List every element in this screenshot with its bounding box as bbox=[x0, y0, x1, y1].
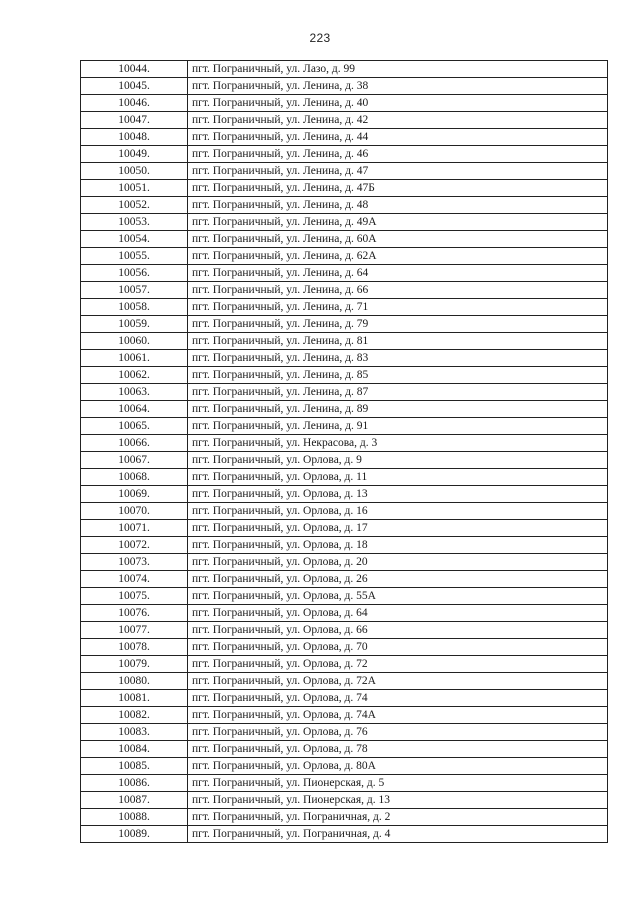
address-cell: пгт. Пограничный, ул. Орлова, д. 64 bbox=[188, 605, 608, 622]
table-row bbox=[81, 163, 608, 180]
row-number-cell: 10051. bbox=[81, 180, 188, 197]
table-row bbox=[81, 707, 608, 724]
row-number-cell: 10044. bbox=[81, 61, 188, 78]
address-cell: пгт. Пограничный, ул. Орлова, д. 66 bbox=[188, 622, 608, 639]
address-cell: пгт. Пограничный, ул. Орлова, д. 13 bbox=[188, 486, 608, 503]
table-row bbox=[81, 333, 608, 350]
row-number-cell: 10045. bbox=[81, 78, 188, 95]
address-cell: пгт. Пограничный, ул. Ленина, д. 79 bbox=[188, 316, 608, 333]
row-number-cell: 10072. bbox=[81, 537, 188, 554]
row-number-cell: 10073. bbox=[81, 554, 188, 571]
address-cell: пгт. Пограничный, ул. Лазо, д. 99 bbox=[188, 61, 608, 78]
row-number-cell: 10085. bbox=[81, 758, 188, 775]
table-row bbox=[81, 214, 608, 231]
address-table bbox=[80, 60, 608, 843]
address-cell: пгт. Пограничный, ул. Ленина, д. 49А bbox=[188, 214, 608, 231]
row-number-cell: 10089. bbox=[81, 826, 188, 843]
address-cell: пгт. Пограничный, ул. Орлова, д. 76 bbox=[188, 724, 608, 741]
row-number-cell: 10065. bbox=[81, 418, 188, 435]
address-cell: пгт. Пограничный, ул. Ленина, д. 89 bbox=[188, 401, 608, 418]
table-row bbox=[81, 180, 608, 197]
address-cell: пгт. Пограничный, ул. Ленина, д. 87 bbox=[188, 384, 608, 401]
table-row bbox=[81, 741, 608, 758]
address-cell: пгт. Пограничный, ул. Орлова, д. 17 bbox=[188, 520, 608, 537]
row-number-cell: 10087. bbox=[81, 792, 188, 809]
address-cell: пгт. Пограничный, ул. Орлова, д. 74А bbox=[188, 707, 608, 724]
address-cell: пгт. Пограничный, ул. Орлова, д. 80А bbox=[188, 758, 608, 775]
row-number-cell: 10061. bbox=[81, 350, 188, 367]
table-row bbox=[81, 503, 608, 520]
row-number-cell: 10060. bbox=[81, 333, 188, 350]
row-number-cell: 10059. bbox=[81, 316, 188, 333]
table-row bbox=[81, 129, 608, 146]
table-row bbox=[81, 265, 608, 282]
address-cell: пгт. Пограничный, ул. Ленина, д. 48 bbox=[188, 197, 608, 214]
row-number-cell: 10066. bbox=[81, 435, 188, 452]
address-cell: пгт. Пограничный, ул. Пограничная, д. 4 bbox=[188, 826, 608, 843]
table-row bbox=[81, 571, 608, 588]
address-cell: пгт. Пограничный, ул. Ленина, д. 64 bbox=[188, 265, 608, 282]
address-cell: пгт. Пограничный, ул. Ленина, д. 91 bbox=[188, 418, 608, 435]
address-cell: пгт. Пограничный, ул. Орлова, д. 74 bbox=[188, 690, 608, 707]
table-row bbox=[81, 350, 608, 367]
row-number-cell: 10055. bbox=[81, 248, 188, 265]
row-number-cell: 10053. bbox=[81, 214, 188, 231]
address-cell: пгт. Пограничный, ул. Некрасова, д. 3 bbox=[188, 435, 608, 452]
row-number-cell: 10063. bbox=[81, 384, 188, 401]
address-cell: пгт. Пограничный, ул. Ленина, д. 40 bbox=[188, 95, 608, 112]
table-row bbox=[81, 435, 608, 452]
table-row bbox=[81, 520, 608, 537]
table-row bbox=[81, 95, 608, 112]
row-number-cell: 10084. bbox=[81, 741, 188, 758]
table-row bbox=[81, 605, 608, 622]
address-cell: пгт. Пограничный, ул. Пионерская, д. 5 bbox=[188, 775, 608, 792]
address-cell: пгт. Пограничный, ул. Ленина, д. 44 bbox=[188, 129, 608, 146]
row-number-cell: 10086. bbox=[81, 775, 188, 792]
address-cell: пгт. Пограничный, ул. Ленина, д. 47 bbox=[188, 163, 608, 180]
row-number-cell: 10070. bbox=[81, 503, 188, 520]
table-row bbox=[81, 78, 608, 95]
address-cell: пгт. Пограничный, ул. Орлова, д. 78 bbox=[188, 741, 608, 758]
table-row bbox=[81, 61, 608, 78]
row-number-cell: 10064. bbox=[81, 401, 188, 418]
table-row bbox=[81, 452, 608, 469]
row-number-cell: 10074. bbox=[81, 571, 188, 588]
row-number-cell: 10075. bbox=[81, 588, 188, 605]
row-number-cell: 10056. bbox=[81, 265, 188, 282]
table-row bbox=[81, 146, 608, 163]
row-number-cell: 10057. bbox=[81, 282, 188, 299]
row-number-cell: 10054. bbox=[81, 231, 188, 248]
address-cell: пгт. Пограничный, ул. Орлова, д. 11 bbox=[188, 469, 608, 486]
table-row bbox=[81, 724, 608, 741]
address-cell: пгт. Пограничный, ул. Ленина, д. 42 bbox=[188, 112, 608, 129]
table-row bbox=[81, 537, 608, 554]
address-cell: пгт. Пограничный, ул. Орлова, д. 70 bbox=[188, 639, 608, 656]
address-cell: пгт. Пограничный, ул. Ленина, д. 47Б bbox=[188, 180, 608, 197]
address-cell: пгт. Пограничный, ул. Орлова, д. 72А bbox=[188, 673, 608, 690]
table-row bbox=[81, 588, 608, 605]
table-row bbox=[81, 554, 608, 571]
address-cell: пгт. Пограничный, ул. Орлова, д. 26 bbox=[188, 571, 608, 588]
table-row bbox=[81, 299, 608, 316]
page-number: 223 bbox=[309, 31, 331, 45]
row-number-cell: 10067. bbox=[81, 452, 188, 469]
address-cell: пгт. Пограничный, ул. Орлова, д. 16 bbox=[188, 503, 608, 520]
address-cell: пгт. Пограничный, ул. Ленина, д. 85 bbox=[188, 367, 608, 384]
address-cell: пгт. Пограничный, ул. Пограничная, д. 2 bbox=[188, 809, 608, 826]
address-cell: пгт. Пограничный, ул. Ленина, д. 71 bbox=[188, 299, 608, 316]
address-cell: пгт. Пограничный, ул. Ленина, д. 81 bbox=[188, 333, 608, 350]
row-number-cell: 10058. bbox=[81, 299, 188, 316]
address-cell: пгт. Пограничный, ул. Ленина, д. 62А bbox=[188, 248, 608, 265]
row-number-cell: 10078. bbox=[81, 639, 188, 656]
table-row bbox=[81, 639, 608, 656]
address-cell: пгт. Пограничный, ул. Орлова, д. 9 bbox=[188, 452, 608, 469]
row-number-cell: 10048. bbox=[81, 129, 188, 146]
row-number-cell: 10052. bbox=[81, 197, 188, 214]
row-number-cell: 10046. bbox=[81, 95, 188, 112]
row-number-cell: 10076. bbox=[81, 605, 188, 622]
table-row bbox=[81, 248, 608, 265]
table-row bbox=[81, 673, 608, 690]
row-number-cell: 10047. bbox=[81, 112, 188, 129]
address-cell: пгт. Пограничный, ул. Ленина, д. 83 bbox=[188, 350, 608, 367]
row-number-cell: 10079. bbox=[81, 656, 188, 673]
address-cell: пгт. Пограничный, ул. Ленина, д. 38 bbox=[188, 78, 608, 95]
row-number-cell: 10088. bbox=[81, 809, 188, 826]
table-row bbox=[81, 418, 608, 435]
address-cell: пгт. Пограничный, ул. Орлова, д. 55А bbox=[188, 588, 608, 605]
row-number-cell: 10049. bbox=[81, 146, 188, 163]
table-row bbox=[81, 622, 608, 639]
row-number-cell: 10071. bbox=[81, 520, 188, 537]
address-cell: пгт. Пограничный, ул. Ленина, д. 66 bbox=[188, 282, 608, 299]
table-row bbox=[81, 231, 608, 248]
row-number-cell: 10081. bbox=[81, 690, 188, 707]
address-cell: пгт. Пограничный, ул. Орлова, д. 18 bbox=[188, 537, 608, 554]
address-cell: пгт. Пограничный, ул. Орлова, д. 20 bbox=[188, 554, 608, 571]
table-row bbox=[81, 469, 608, 486]
row-number-cell: 10068. bbox=[81, 469, 188, 486]
table-row bbox=[81, 792, 608, 809]
address-cell: пгт. Пограничный, ул. Орлова, д. 72 bbox=[188, 656, 608, 673]
table-row bbox=[81, 384, 608, 401]
table-row bbox=[81, 316, 608, 333]
table-row bbox=[81, 112, 608, 129]
row-number-cell: 10082. bbox=[81, 707, 188, 724]
table-row bbox=[81, 758, 608, 775]
row-number-cell: 10062. bbox=[81, 367, 188, 384]
table-row bbox=[81, 282, 608, 299]
row-number-cell: 10080. bbox=[81, 673, 188, 690]
table-row bbox=[81, 690, 608, 707]
row-number-cell: 10069. bbox=[81, 486, 188, 503]
table-row bbox=[81, 367, 608, 384]
row-number-cell: 10077. bbox=[81, 622, 188, 639]
row-number-cell: 10050. bbox=[81, 163, 188, 180]
address-cell: пгт. Пограничный, ул. Ленина, д. 60А bbox=[188, 231, 608, 248]
table-row bbox=[81, 486, 608, 503]
table-row bbox=[81, 826, 608, 843]
table-row bbox=[81, 775, 608, 792]
address-table-body bbox=[81, 61, 608, 843]
row-number-cell: 10083. bbox=[81, 724, 188, 741]
table-row bbox=[81, 809, 608, 826]
table-row bbox=[81, 656, 608, 673]
address-cell: пгт. Пограничный, ул. Ленина, д. 46 bbox=[188, 146, 608, 163]
address-cell: пгт. Пограничный, ул. Пионерская, д. 13 bbox=[188, 792, 608, 809]
table-row bbox=[81, 197, 608, 214]
table-row bbox=[81, 401, 608, 418]
